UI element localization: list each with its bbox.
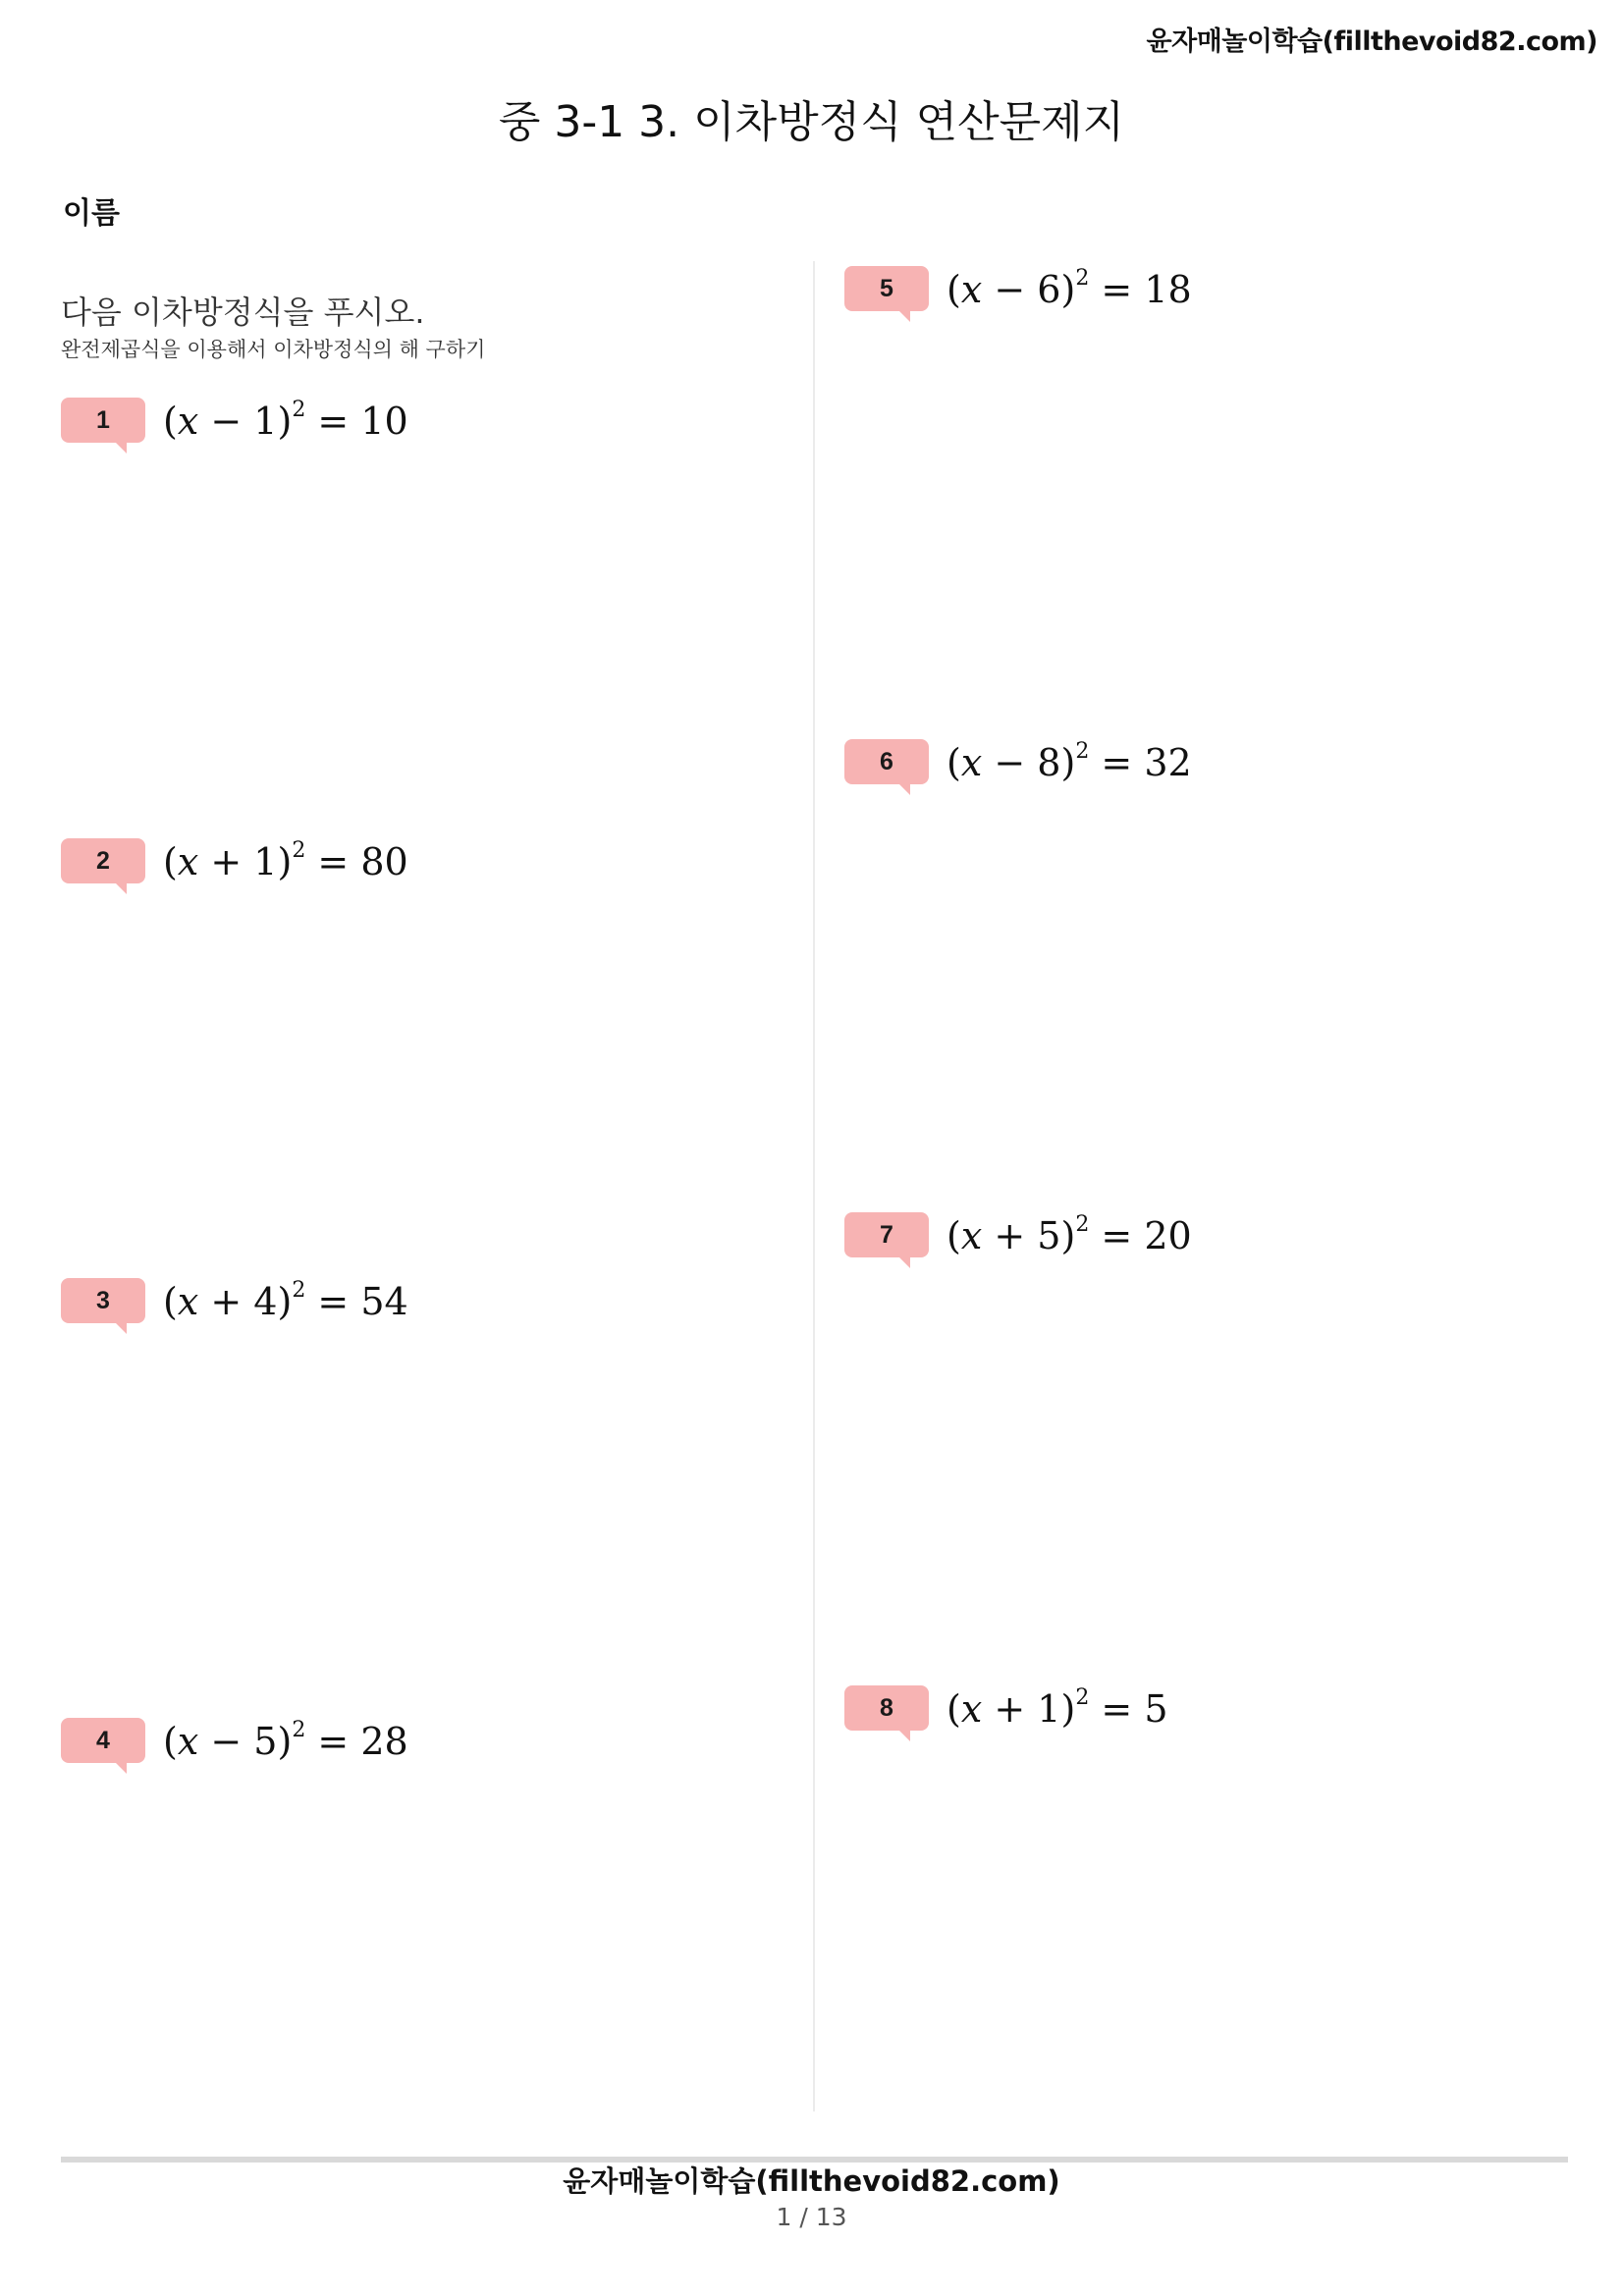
equation: $(x + 4)^2 = 54$ bbox=[163, 1278, 408, 1323]
problem-6 bbox=[844, 739, 1192, 784]
page-number: 1 / 13 bbox=[776, 2203, 847, 2231]
problem-number-badge: 8 bbox=[844, 1685, 929, 1731]
equation: $(x + 5)^2 = 20$ bbox=[947, 1212, 1192, 1257]
problem-2 bbox=[61, 838, 408, 883]
problem-number-badge: 6 bbox=[844, 739, 929, 784]
problem-7 bbox=[844, 1212, 1192, 1257]
header-brand: 윤자매놀이학습(fillthevoid82.com) bbox=[1146, 27, 1597, 57]
column-divider bbox=[813, 261, 815, 2111]
equation: $(x + 1)^2 = 5$ bbox=[947, 1685, 1168, 1731]
equation: $(x + 1)^2 = 80$ bbox=[163, 838, 408, 883]
problem-number-badge: 2 bbox=[61, 838, 145, 883]
problem-number-badge: 3 bbox=[61, 1278, 145, 1323]
name-label: 이름 bbox=[63, 196, 120, 231]
problem-3 bbox=[61, 1278, 408, 1323]
equation: $(x - 5)^2 = 28$ bbox=[163, 1718, 408, 1763]
footer-brand: 윤자매놀이학습(fillthevoid82.com) bbox=[563, 2164, 1060, 2198]
problem-5 bbox=[844, 266, 1192, 311]
problem-number-badge: 7 bbox=[844, 1212, 929, 1257]
problem-number-badge: 5 bbox=[844, 266, 929, 311]
equation: $(x - 1)^2 = 10$ bbox=[163, 398, 408, 443]
problem-1 bbox=[61, 398, 408, 443]
problem-4 bbox=[61, 1718, 408, 1763]
page-title: 중 3-1 3. 이차방정식 연산문제지 bbox=[498, 97, 1125, 147]
problem-number-badge: 1 bbox=[61, 398, 145, 443]
equation: $(x - 8)^2 = 32$ bbox=[947, 739, 1192, 784]
equation: $(x - 6)^2 = 18$ bbox=[947, 266, 1192, 311]
sub-instruction: 완전제곱식을 이용해서 이차방정식의 해 구하기 bbox=[61, 338, 486, 361]
instruction: 다음 이차방정식을 푸시오. bbox=[61, 294, 425, 331]
problem-number-badge: 4 bbox=[61, 1718, 145, 1763]
problem-8 bbox=[844, 1685, 1168, 1731]
